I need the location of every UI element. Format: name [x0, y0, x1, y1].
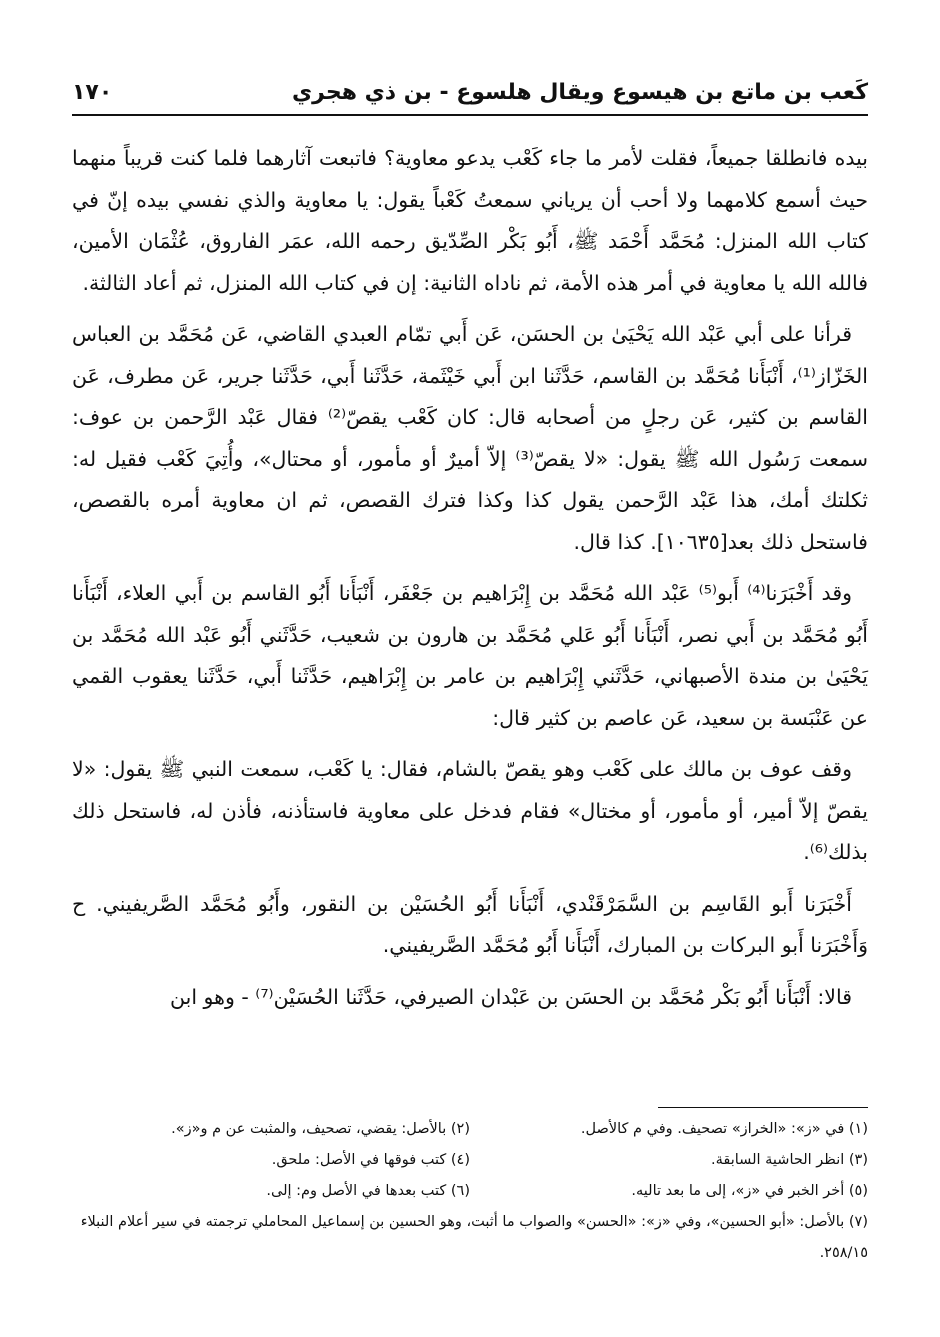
footnote: (١) في «ز»: «الخراز» تصحيف. وفي م كالأصل. [580, 1121, 868, 1137]
main-text [72, 138, 868, 1018]
footnote: (٥) أخر الخبر في «ز»، إلى ما بعد تاليه. [631, 1183, 868, 1199]
footnote-row [72, 1176, 868, 1207]
paragraph: وقد أَخْبَرَنا⁽⁴⁾ أَبو⁽⁵⁾ عَبْد الله مُحَمَّد بن إِبْرَاهيم بن جَعْفَر، أَنْبَأَنا أَبُو القاسم بن أَبي العلاء، أَنْبَأَنا أَبُو مُحَمَّد بن أَبي نصر، أَنْبَأَنا أَبُو عَلي مُحَمَّد بن هارون بن شعيب، حَدَّثَني أَبُو عَبْد الله مُحَمَّد بن يَحْيَىٰ بن مندة الأصبهاني، حَدَّثَني إِبْرَاهيم بن عامر بن إِبْرَاهيم، حَدَّثَنا أَبي، حَدَّثَنا يعقوب القمي عن عَنْبَسة بن سعيد، عَن عاصم بن كثير قال: [72, 581, 868, 730]
footnote: (٦) كتب بعدها في الأصل وم: إلى. [266, 1183, 470, 1199]
paragraph: أَخْبَرَنا أَبو القَاسِم بن السَّمَرْقَنْدي، أَنْبَأَنا أَبُو الحُسَيْن بن النقور، وأَبُو مُحَمَّد الصَّريفيني. ح وَأَخْبَرَنا أَبو البركات بن المبارك، أَنْبَأَنا أَبُو مُحَمَّد الصَّريفيني. [72, 891, 868, 957]
paragraph: قرأنا على أبي عَبْد الله يَحْيَىٰ بن الحسَن، عَن أَبي تمّام العبدي القاضي، عَن مُحَمَّد بن العباس الخَزّاز⁽¹⁾، أَنْبَأَنا مُحَمَّد بن القاسم، حَدَّثَنا ابن أَبي خَيْثَمة، حَدَّثَنا أَبي، حَدَّثَنا جرير، عَن مطرف، عَن القاسم بن كثير، عَن رجلٍ من أصحابه قال: كان كَعْب يقصّ⁽²⁾ فقال عَبْد الرَّحمن بن عوف: سمعت رَسُول الله ﷺ يقول: «لا يقصّ⁽³⁾ إلاّ أميرٌ أو مأمور، أو محتال»، وأُتِيَ كَعْب فقيل له: ثكلتك أمك، هذا عَبْد الرَّحمن يقول كذا وكذا فترك القصص، ثم ان معاوية أمره بالقصص، فاستحل ذلك بعد[١٠٦٣٥]. كذا قال. [72, 322, 868, 554]
footnote: (٧) بالأصل: «أبو الحسين»، وفي «ز»: «الحسن» والصواب ما أثبت، وهو الحسين بن إسماعيل المحاملي ترجمته في سير أعلام النبلاء ٢٥٨/١٥. [80, 1214, 868, 1261]
footnotes [72, 1107, 868, 1269]
footnote-row [72, 1145, 868, 1176]
footnote-row [72, 1114, 868, 1145]
paragraph: قالا: أَنْبَأَنا أَبُو بَكْر مُحَمَّد بن الحسَن بن عَبْدان الصيرفي، حَدَّثَنا الحُسَيْن⁽⁷⁾ - وهو ابن [170, 984, 852, 1009]
page-header [72, 78, 868, 116]
footnote-separator [658, 1107, 868, 1108]
page-number: ١٧٠ [72, 80, 113, 105]
footnote: (٣) انظر الحاشية السابقة. [711, 1152, 868, 1168]
running-title: كَعب بن ماتع بن هيسوع ويقال هلسوع - بن ذي هجري [292, 80, 868, 105]
paragraph: بيده فانطلقا جميعاً، فقلت لأمر ما جاء كَعْب يدعو معاوية؟ فاتبعت آثارهما فلما كنت قريباً منهما حيث أسمع كلامهما ولا أحب أن يرياني سمعتُ كَعْباً يقول: يا معاوية والذي نفسي بيده إنّ في كتاب الله المنزل: مُحَمَّد أَحْمَد ﷺ، أَبُو بَكْر الصِّدّيق رحمه الله، عمَر الفاروق، عُثْمَان الأمين، فالله الله يا معاوية في أمر هذه الأمة، ثم ناداه الثانية: إن في كتاب الله المنزل، ثم أعاد الثالثة. [72, 146, 868, 295]
paragraph: وقف عوف بن مالك على كَعْب وهو يقصّ بالشام، فقال: يا كَعْب، سمعت النبي ﷺ يقول: «لا يقصّ إلاّ أمير، أو مأمور، أو مختال» فقام فدخل على معاوية فاستأذنه، فأذن له، فاستحل ذلك بذلك⁽⁶⁾. [72, 757, 868, 864]
footnote: (٤) كتب فوقها في الأصل: ملحق. [271, 1152, 470, 1168]
footnote: (٢) بالأصل: يقضي، تصحيف، والمثبت عن م و«ز». [171, 1121, 470, 1137]
